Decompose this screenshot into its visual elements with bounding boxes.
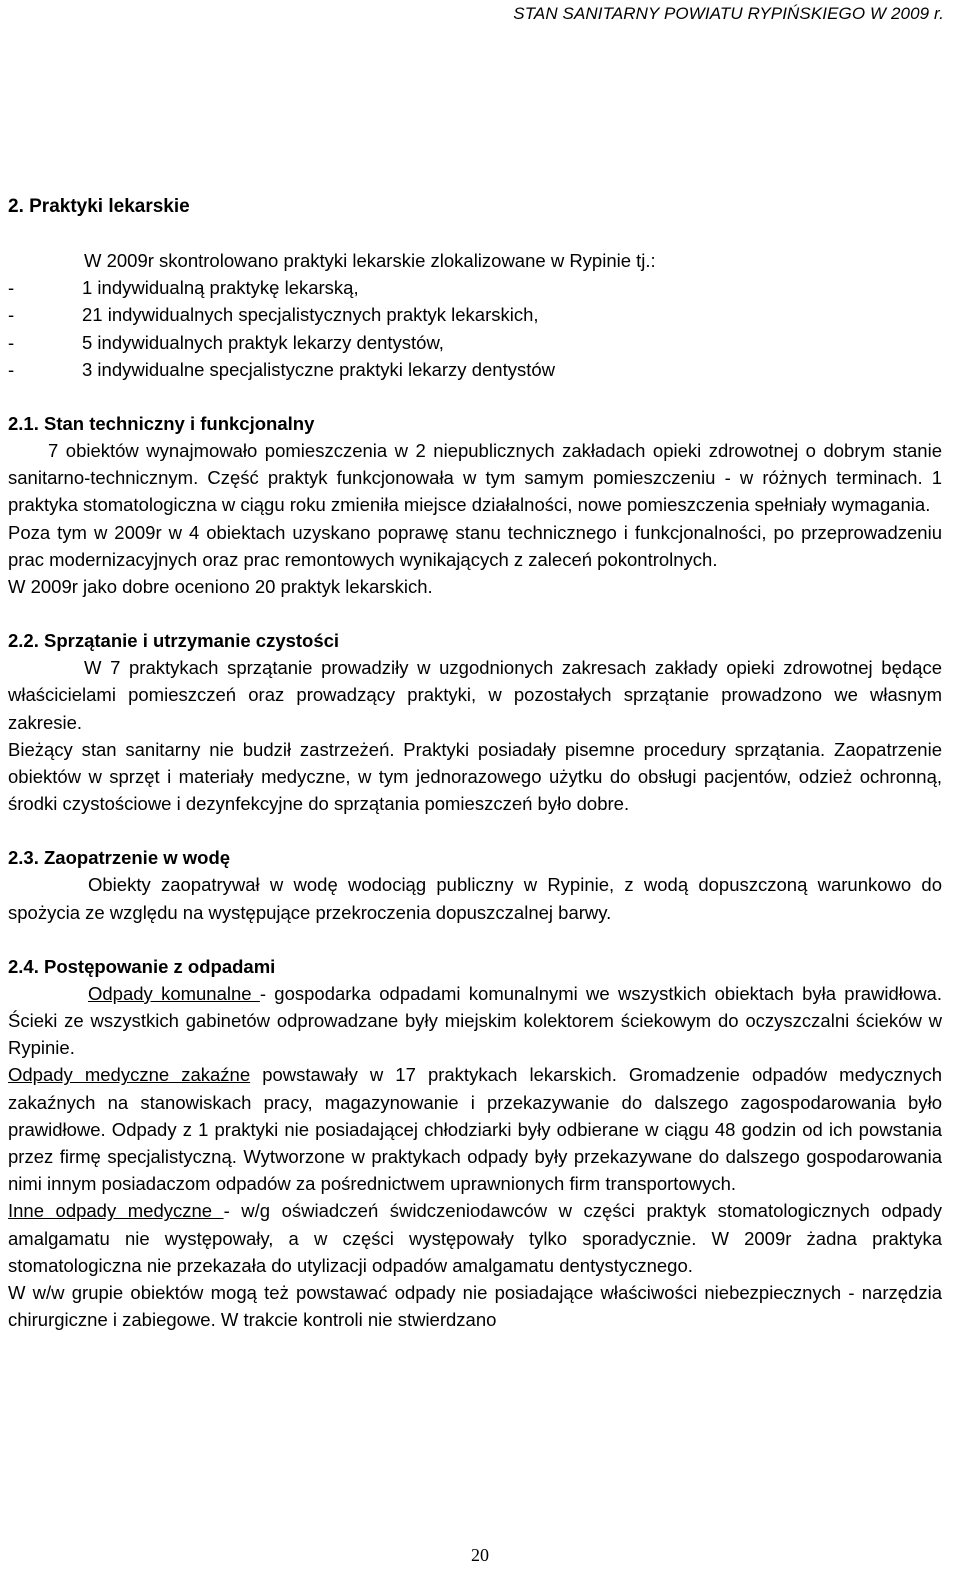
list-dash: -	[8, 304, 15, 326]
list-item-text: 3 indywidualne specjalistyczne praktyki lekarzy dentystów	[82, 358, 555, 380]
paragraph-text: - w/g oświadczeń świdczeniodawców w części praktyk stomatologicznych odpady amalgamatu nie występowały, a w części występowały tylko sporadycznie. W 2009r żadna praktyka stomatologiczna nie przekazała do utylizacji odpadów amalgamatu dentystycznego.	[8, 1200, 942, 1276]
list-dash: -	[8, 358, 15, 380]
subsection-title-2-1: 2.1. Stan techniczny i funkcjonalny	[8, 413, 315, 435]
list-item-text: 21 indywidualnych specjalistycznych praktyk lekarskich,	[82, 304, 539, 326]
subsection-title-2-2: 2.2. Sprzątanie i utrzymanie czystości	[8, 630, 340, 652]
paragraph	[8, 1197, 942, 1279]
paragraph: Obiekty zaopatrywał w wodę wodociąg publiczny w Rypinie, z wodą dopuszczoną warunkowo do spożycia ze względu na występujące przekroczenia dopuszczalnej barwy.	[8, 874, 942, 923]
underlined-term: Inne odpady medyczne	[8, 1200, 224, 1222]
paragraph: 7 obiektów wynajmowało pomieszczenia w 2 niepublicznych zakładach opieki zdrowotnej o dobrym stanie sanitarno-technicznym. Część praktyk funkcjonowała w tym samym pomieszczeniu - w różnych terminach. 1 praktyka stomatologiczna w ciągu roku zmieniła miejsce działalności, nowe pomieszczenia spełniały wymagania.	[8, 440, 942, 516]
paragraph: Bieżący stan sanitarny nie budził zastrzeżeń. Praktyki posiadały pisemne procedury sprzątania. Zaopatrzenie obiektów w sprzęt i materiały medyczne, w tym jednorazowego użytku do obsługi pacjentów, odzież ochronną, środki czystościowe i dezynfekcyjne do sprzątania pomieszczeń było dobre.	[8, 738, 942, 815]
section-title: 2. Praktyki lekarskie	[8, 196, 190, 217]
section-intro: W 2009r skontrolowano praktyki lekarskie zlokalizowane w Rypinie tj.:	[84, 250, 656, 271]
paragraph: Poza tym w 2009r w 4 obiektach uzyskano poprawę stanu technicznego i funkcjonalności, po przeprowadzeniu prac modernizacyjnych oraz prac remontowych wynikających z zaleceń pokontrolnych.	[8, 521, 942, 570]
paragraph: W w/w grupie obiektów mogą też powstawać odpady nie posiadające właściwości niebezpiecznych - narzędzia chirurgiczne i zabiegowe. W trakcie kontroli nie stwierdzano	[8, 1282, 942, 1331]
paragraph: W 2009r jako dobre oceniono 20 praktyk lekarskich.	[8, 576, 433, 598]
list-dash: -	[8, 277, 15, 299]
page-number: 20	[471, 1545, 489, 1565]
underlined-term: Odpady komunalne	[88, 982, 260, 1004]
subsection-title-2-3: 2.3. Zaopatrzenie w wodę	[8, 847, 231, 869]
list-item	[8, 356, 942, 383]
paragraph: W 7 praktykach sprzątanie prowadziły w uzgodnionych zakresach zakłady opieki zdrowotnej będące właścicielami pomieszczeń oraz prowadzący praktyki, w pozostałych sprzątanie prowadzono we własnym zakresie.	[8, 657, 942, 733]
paragraph	[8, 1061, 942, 1197]
paragraph	[8, 980, 942, 1062]
list-item	[8, 274, 942, 301]
list-dash: -	[8, 331, 15, 353]
list-item-text: 1 indywidualną praktykę lekarską,	[82, 277, 359, 299]
paragraph-text: - gospodarka odpadami komunalnymi we wszystkich obiektach była prawidłowa. Ścieki ze wszystkich gabinetów odprowadzane były miejskim kolektorem ściekowym do oczyszczalni ścieków w Rypinie.	[8, 982, 942, 1059]
underlined-term: Odpady medyczne zakaźne	[8, 1064, 251, 1086]
running-header: STAN SANITARNY POWIATU RYPIŃSKIEGO W 2009 r.	[513, 4, 944, 23]
practice-list	[8, 274, 942, 383]
document-body	[8, 193, 942, 1334]
list-item	[8, 301, 942, 328]
list-item-text: 5 indywidualnych praktyk lekarzy dentystów,	[82, 331, 444, 353]
paragraph-text: powstawały w 17 praktykach lekarskich. Gromadzenie odpadów medycznych zakaźnych na stanowiskach pracy, magazynowanie i przekazywanie do dalszego zagospodarowania było prawidłowe. Odpady z 1 praktyki nie posiadającej chłodziarki były odbierane w ciągu 48 godzin od ich powstania przez firmę specjalistyczną. Wytworzone w praktykach odpady były przekazywane do dalszego gospodarowania nimi innym posiadaczom odpadów za pośrednictwem uprawnionych firm transportowych.	[8, 1064, 942, 1195]
list-item	[8, 329, 942, 356]
subsection-title-2-4: 2.4. Postępowanie z odpadami	[8, 955, 276, 977]
